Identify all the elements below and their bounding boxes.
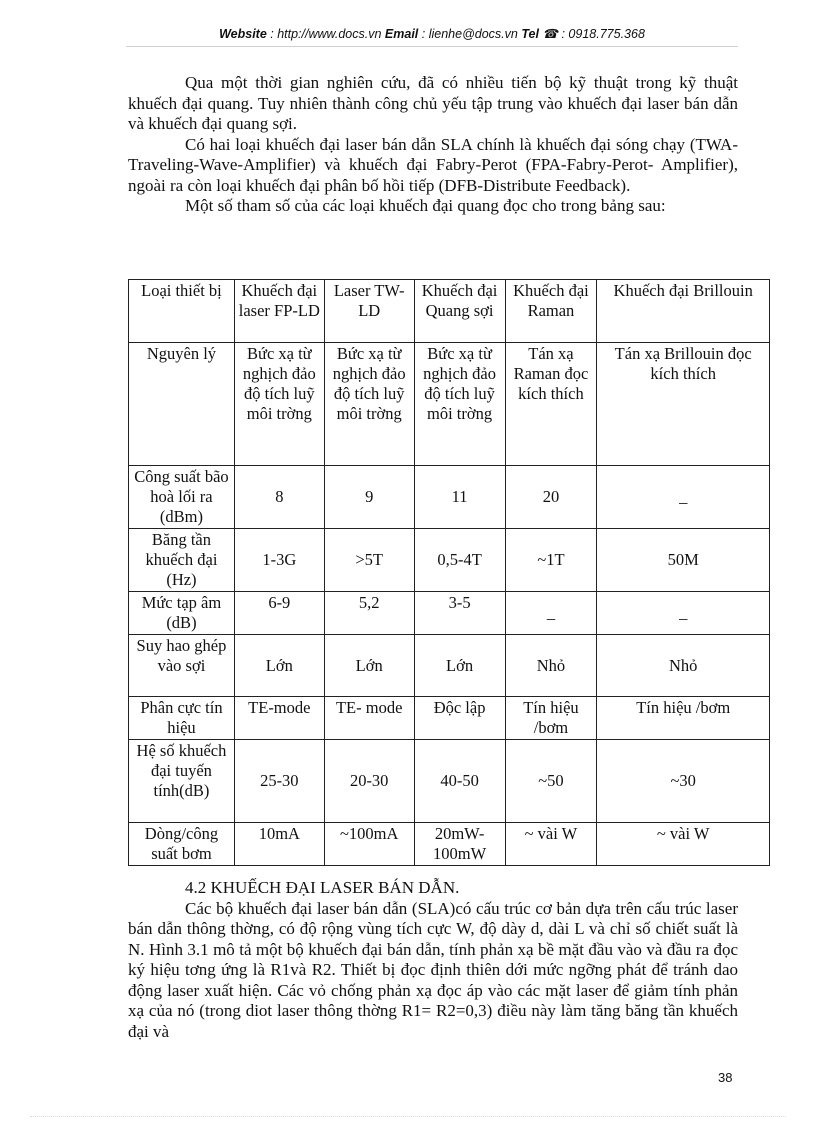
table-cell: Độc lập [414, 697, 505, 740]
tel-label: Tel [521, 27, 539, 41]
table-cell: 8 [234, 466, 324, 529]
table-cell: Lớn [324, 635, 414, 697]
table-cell: 25-30 [234, 740, 324, 823]
table-cell: 6-9 [234, 592, 324, 635]
paragraph-2: Có hai loại khuếch đại laser bán dẫn SLA chính là khuếch đại sóng chạy (TWA-Traveling-Wave-Amplifier) và khuếch đại Fabry-Perot (FPA-Fabry-Perot- Amplifier), ngoài ra còn loại khuếch đại phân bố hồi tiếp (DFB-Distribute Feedback). [128, 134, 738, 195]
paragraph-1: Qua một thời gian nghiên cứu, đã có nhiều tiến bộ kỹ thuật trong kỹ thuật khuếch đại quang. Tuy nhiên thành công chủ yếu tập trung vào khuếch đại laser bán dẫn và khuếch đại quang sợi. [128, 73, 738, 133]
table-cell: Bức xạ từ nghịch đảo độ tích luỹ môi trờng [324, 343, 414, 466]
table-cell: 20 [505, 466, 597, 529]
table-cell: ~100mA [324, 823, 414, 866]
table-row [129, 529, 770, 592]
table-row [129, 592, 770, 635]
table-cell: _ [505, 592, 597, 635]
table-cell: ~1T [505, 529, 597, 592]
table-cell: TE- mode [324, 697, 414, 740]
table-cell: TE-mode [234, 697, 324, 740]
footer-divider [30, 1116, 786, 1117]
table-cell: Bức xạ từ nghịch đảo độ tích luỹ môi trờng [414, 343, 505, 466]
table-header-cell: Khuếch đại Quang sợi [414, 280, 505, 343]
table-cell: ~50 [505, 740, 597, 823]
table-cell: Suy hao ghép vào sợi [129, 635, 235, 697]
table-cell: ~ vài W [505, 823, 597, 866]
email-label: Email [384, 27, 419, 41]
table-row [129, 697, 770, 740]
table-cell: 40-50 [414, 740, 505, 823]
tel-value: : 0918.775.368 [561, 27, 645, 41]
table-cell: _ [597, 466, 770, 529]
amplifier-parameters-table [128, 279, 770, 866]
table-row [129, 635, 770, 697]
table-cell: 10mA [234, 823, 324, 866]
table-cell: 20mW-100mW [414, 823, 505, 866]
table-cell: Phân cực tín hiệu [129, 697, 235, 740]
table-cell: 3-5 [414, 592, 505, 635]
intro-text [128, 73, 738, 217]
table-cell: ~ vài W [597, 823, 770, 866]
table-cell: Lớn [234, 635, 324, 697]
table-row [129, 823, 770, 866]
table-cell: 0,5-4T [414, 529, 505, 592]
table-cell: Tán xạ Brillouin đọc kích thích [597, 343, 770, 466]
table-header-cell: Khuếch đại laser FP-LD [234, 280, 324, 343]
table-header-cell: Loại thiết bị [129, 280, 235, 343]
page-header [126, 26, 738, 47]
table-row [129, 466, 770, 529]
table-cell: Bức xạ từ nghịch đảo độ tích luỹ môi trờng [234, 343, 324, 466]
section-body: Các bộ khuếch đại laser bán dẫn (SLA)có cấu trúc cơ bản dựa trên cấu trúc laser bán dẫn thông thờng, có độ rộng vùng tích cực W, độ dày d, dài L và chỉ số chiết suất là N. Hình 3.1 mô tả một bộ khuếch đại bán dẫn, tính phản xạ bề mặt đầu vào và đầu ra đọc ký hiệu tơng ứng là R1và R2. Thiết bị đọc định thiên dới mức ngỡng phát để tránh dao động laser xuất hiện. Các vỏ chống phản xạ đọc áp vào các mặt laser để giảm tính phản xạ của nó (trong diot laser thông thờng R1= R2=0,3) điều này làm tăng băng tần khuếch đại và [128, 898, 738, 1041]
table-cell: Tán xạ Raman đọc kích thích [505, 343, 597, 466]
table-cell: >5T [324, 529, 414, 592]
phone-icon: ☎ [542, 27, 558, 41]
table-header-cell: Khuếch đại Raman [505, 280, 597, 343]
table-row [129, 740, 770, 823]
paragraph-3: Một số tham số của các loại khuếch đại quang đọc cho trong bảng sau: [185, 196, 666, 215]
section-heading: 4.2 KHUẾCH ĐẠI LASER BÁN DẪN. [185, 878, 460, 897]
table-header-cell: Laser TW-LD [324, 280, 414, 343]
table-header-cell: Khuếch đại Brillouin [597, 280, 770, 343]
table-cell: _ [597, 592, 770, 635]
table-cell: Tín hiệu /bơm [505, 697, 597, 740]
page-number: 38 [718, 1070, 733, 1085]
table-cell: 20-30 [324, 740, 414, 823]
table-cell: Nhỏ [597, 635, 770, 697]
table-cell: 5,2 [324, 592, 414, 635]
website-label: Website [219, 27, 267, 41]
table-row [129, 343, 770, 466]
table-cell: Dòng/công suất bơm [129, 823, 235, 866]
website-link[interactable]: : http://www.docs.vn [270, 27, 382, 41]
table-cell: Nguyên lý [129, 343, 235, 466]
table-cell: Tín hiệu /bơm [597, 697, 770, 740]
table-cell: Hệ số khuếch đại tuyến tính(dB) [129, 740, 235, 823]
table-header-row [129, 280, 770, 343]
table-cell: 11 [414, 466, 505, 529]
table-cell: 9 [324, 466, 414, 529]
table-cell: Công suất bão hoà lối ra (dBm) [129, 466, 235, 529]
table-cell: Lớn [414, 635, 505, 697]
email-link[interactable]: : lienhe@docs.vn [421, 27, 518, 41]
table-cell: 1-3G [234, 529, 324, 592]
table-cell: Băng tần khuếch đại (Hz) [129, 529, 235, 592]
table-cell: Mức tạp âm (dB) [129, 592, 235, 635]
table-cell: ~30 [597, 740, 770, 823]
table-cell: Nhỏ [505, 635, 597, 697]
section-4-2 [128, 878, 738, 1042]
table-cell: 50M [597, 529, 770, 592]
